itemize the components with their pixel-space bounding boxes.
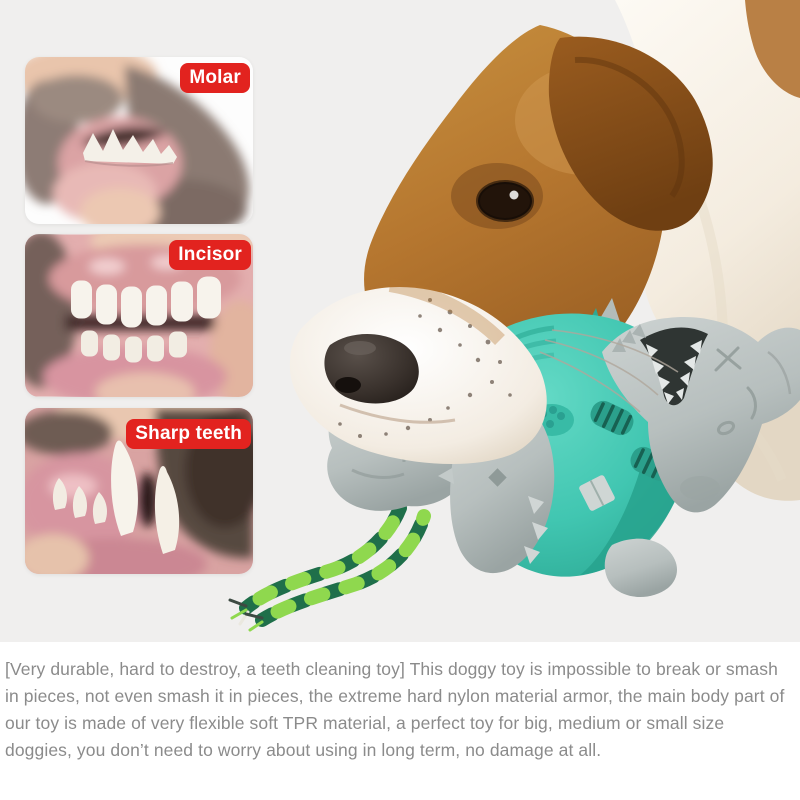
- photo-card-sharp-teeth: [25, 408, 253, 574]
- incisor-badge: Incisor: [169, 240, 251, 270]
- photo-card-incisor: [25, 234, 253, 397]
- product-description: [Very durable, hard to destroy, a teeth cleaning toy] This doggy toy is impossible to break or smash in pieces, not even smash it in pieces, the extreme hard nylon material armor, the main body part of our toy is made of very flexible soft TPR material, a perfect toy for big, medium or small size doggies, you don’t need to worry about using in long term, no damage at all.: [5, 659, 785, 761]
- photo-card-molar: [25, 57, 253, 224]
- dog-eye: [478, 182, 532, 220]
- molar-badge: Molar: [180, 63, 250, 93]
- sharp-teeth-badge: Sharp teeth: [126, 419, 251, 449]
